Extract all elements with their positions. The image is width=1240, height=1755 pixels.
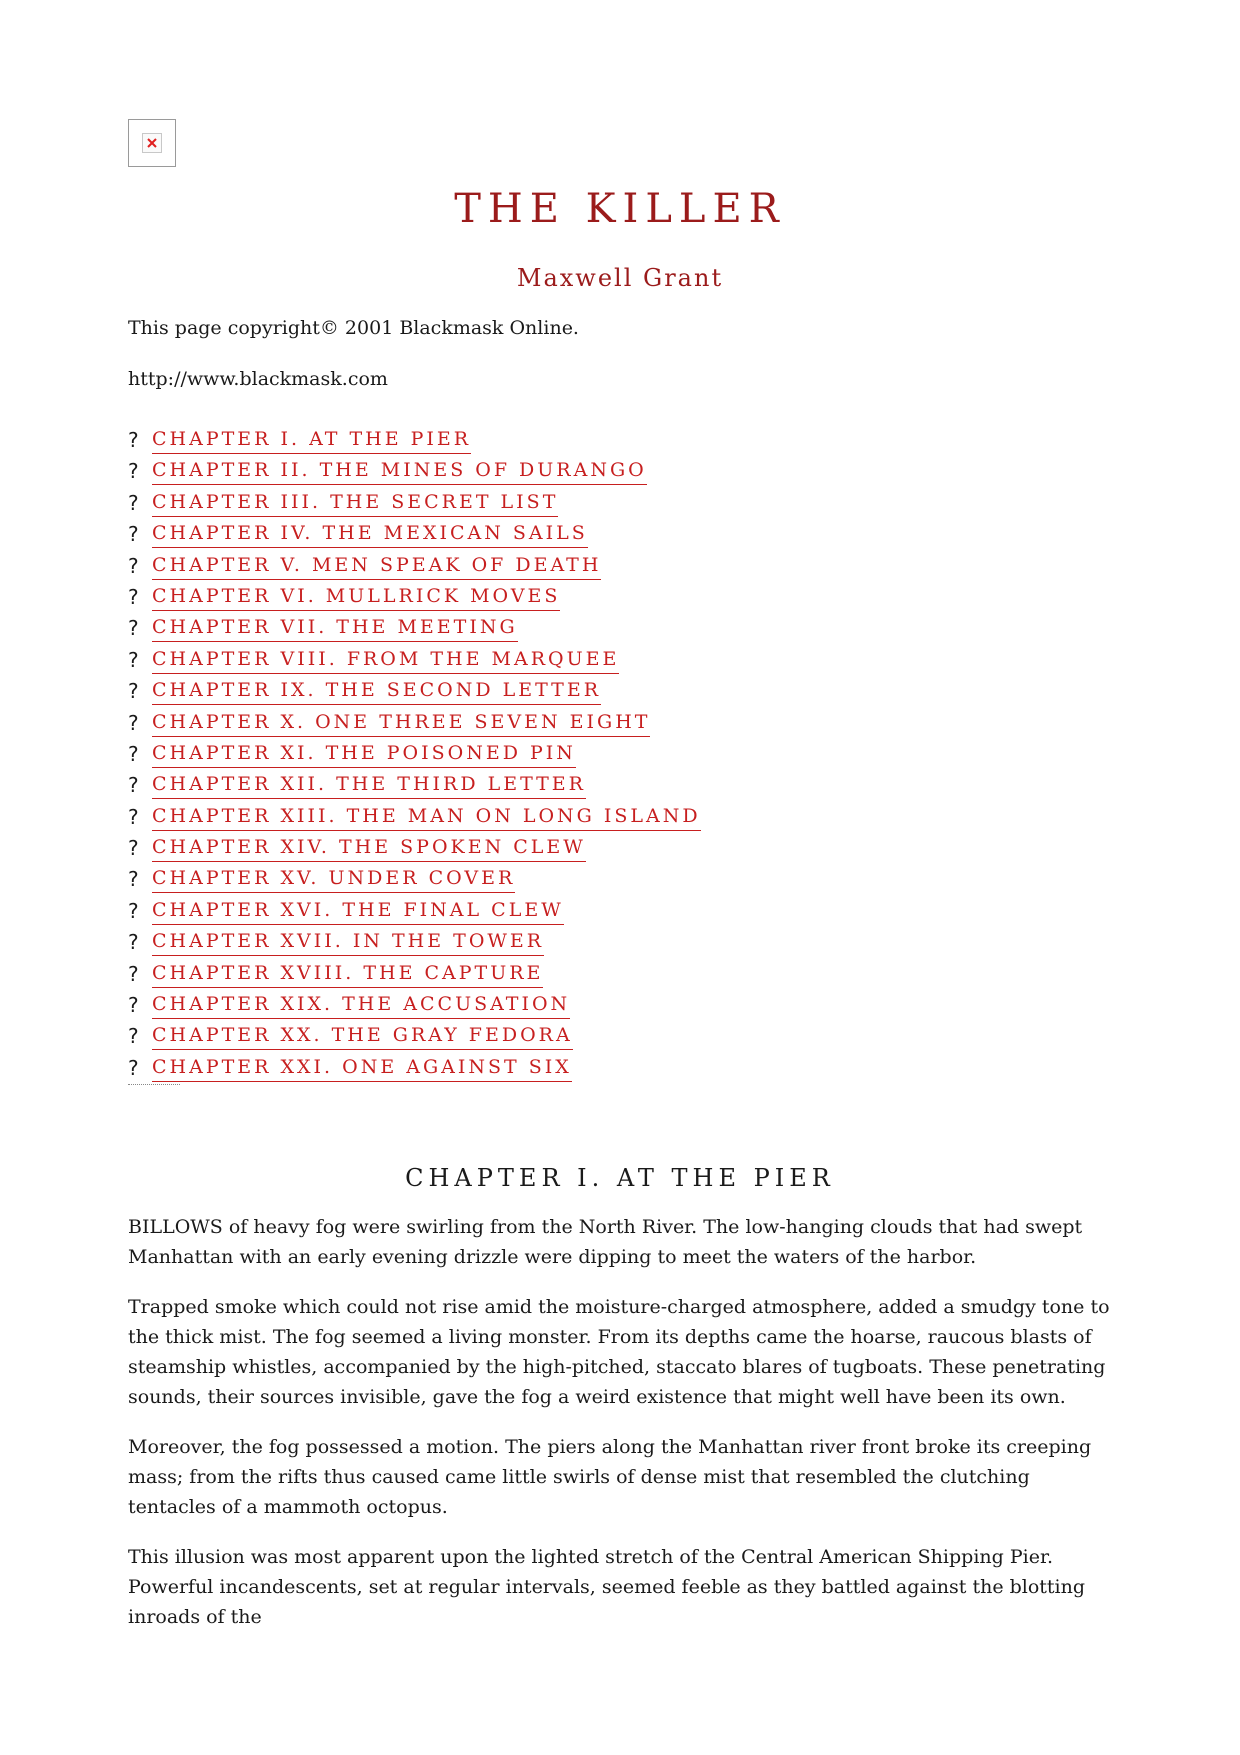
- toc-link-chapter-1[interactable]: CHAPTER I. AT THE PIER: [152, 428, 471, 454]
- toc-bullet: ?: [128, 867, 139, 892]
- toc-link-chapter-15[interactable]: CHAPTER XV. UNDER COVER: [152, 867, 515, 893]
- chapter-paragraph: Moreover, the fog possessed a motion. The piers along the Manhattan river front broke its creeping mass; from the rifts thus caused came little swirls of dense mist that resembled the clutching tentacles of a mammoth octopus.: [128, 1436, 1092, 1518]
- toc-bullet: ?: [128, 428, 139, 452]
- chapter-paragraph: Trapped smoke which could not rise amid the moisture-charged atmosphere, added a smudgy tone to the thick mist. The fog seemed a living monster. From its depths came the hoarse, raucous blasts of steamship whistles, accompanied by the high-pitched, staccato blares of tugboats. These penetrating sounds, their sources invisible, gave the fog a weird existence that might well have been its own.: [128, 1296, 1110, 1408]
- toc-link-chapter-5[interactable]: CHAPTER V. MEN SPEAK OF DEATH: [152, 554, 601, 580]
- chapter-heading: CHAPTER I. AT THE PIER: [405, 1164, 835, 1192]
- toc-bullet: ?: [128, 993, 139, 1018]
- toc-link-chapter-4[interactable]: CHAPTER IV. THE MEXICAN SAILS: [152, 522, 588, 548]
- toc-link-chapter-10[interactable]: CHAPTER X. ONE THREE SEVEN EIGHT: [152, 711, 650, 737]
- toc-bullet: ?: [128, 1024, 139, 1049]
- toc-link-chapter-16[interactable]: CHAPTER XVI. THE FINAL CLEW: [152, 899, 564, 925]
- toc-bullet: ?: [128, 773, 139, 798]
- toc-link-chapter-7[interactable]: CHAPTER VII. THE MEETING: [152, 616, 518, 642]
- toc-link-chapter-19[interactable]: CHAPTER XIX. THE ACCUSATION: [152, 993, 570, 1019]
- toc-bullet: ?: [128, 616, 139, 641]
- book-author: Maxwell Grant: [516, 264, 724, 292]
- toc-bullet: ?: [128, 490, 139, 515]
- chapter-paragraph: BILLOWS of heavy fog were swirling from the North River. The low-hanging clouds that had swept Manhattan with an early evening drizzle were dipping to meet the waters of the harbor.: [128, 1216, 1083, 1268]
- toc-link-chapter-13[interactable]: CHAPTER XIII. THE MAN ON LONG ISLAND: [152, 805, 701, 831]
- site-url: http://www.blackmask.com: [128, 368, 388, 390]
- toc-link-chapter-18[interactable]: CHAPTER XVIII. THE CAPTURE: [152, 962, 543, 988]
- toc-link-chapter-20[interactable]: CHAPTER XX. THE GRAY FEDORA: [152, 1024, 573, 1050]
- toc-bullet: ?: [128, 647, 139, 672]
- toc-bullet: ?: [128, 522, 139, 547]
- toc-bullet: ?: [128, 1055, 139, 1080]
- toc-bullet: ?: [128, 961, 139, 986]
- toc-link-chapter-8[interactable]: CHAPTER VIII. FROM THE MARQUEE: [152, 648, 619, 674]
- toc-link-chapter-12[interactable]: CHAPTER XII. THE THIRD LETTER: [152, 773, 586, 799]
- toc-bullet: ?: [128, 584, 139, 609]
- toc-link-chapter-9[interactable]: CHAPTER IX. THE SECOND LETTER: [152, 679, 601, 705]
- toc-link-chapter-11[interactable]: CHAPTER XI. THE POISONED PIN: [152, 742, 576, 768]
- toc-bullet: ?: [128, 459, 139, 484]
- broken-image-placeholder: [128, 119, 176, 167]
- toc-link-chapter-3[interactable]: CHAPTER III. THE SECRET LIST: [152, 491, 558, 517]
- chapter-paragraph: This illusion was most apparent upon the lighted stretch of the Central American Shipping Pier. Powerful incandescents, set at regular intervals, seemed feeble as they battled against the blotting inroads of the: [128, 1546, 1086, 1628]
- broken-image-icon: [142, 133, 162, 153]
- toc-bullet: ?: [128, 553, 139, 578]
- book-title: THE KILLER: [454, 186, 786, 232]
- copyright-notice: This page copyright© 2001 Blackmask Online.: [128, 317, 579, 339]
- toc-link-chapter-2[interactable]: CHAPTER II. THE MINES OF DURANGO: [152, 459, 647, 485]
- toc-bullet: ?: [128, 804, 139, 829]
- clipped-line-fragment: [128, 1084, 180, 1088]
- toc-bullet: ?: [128, 741, 139, 766]
- toc-link-chapter-17[interactable]: CHAPTER XVII. IN THE TOWER: [152, 930, 544, 956]
- toc-bullet: ?: [128, 836, 139, 861]
- toc-link-chapter-6[interactable]: CHAPTER VI. MULLRICK MOVES: [152, 585, 560, 611]
- toc-bullet: ?: [128, 898, 139, 923]
- toc-bullet: ?: [128, 930, 139, 955]
- toc-bullet: ?: [128, 710, 139, 735]
- toc-link-chapter-14[interactable]: CHAPTER XIV. THE SPOKEN CLEW: [152, 836, 586, 862]
- toc-link-chapter-21[interactable]: CHAPTER XXI. ONE AGAINST SIX: [152, 1056, 572, 1082]
- toc-bullet: ?: [128, 679, 139, 704]
